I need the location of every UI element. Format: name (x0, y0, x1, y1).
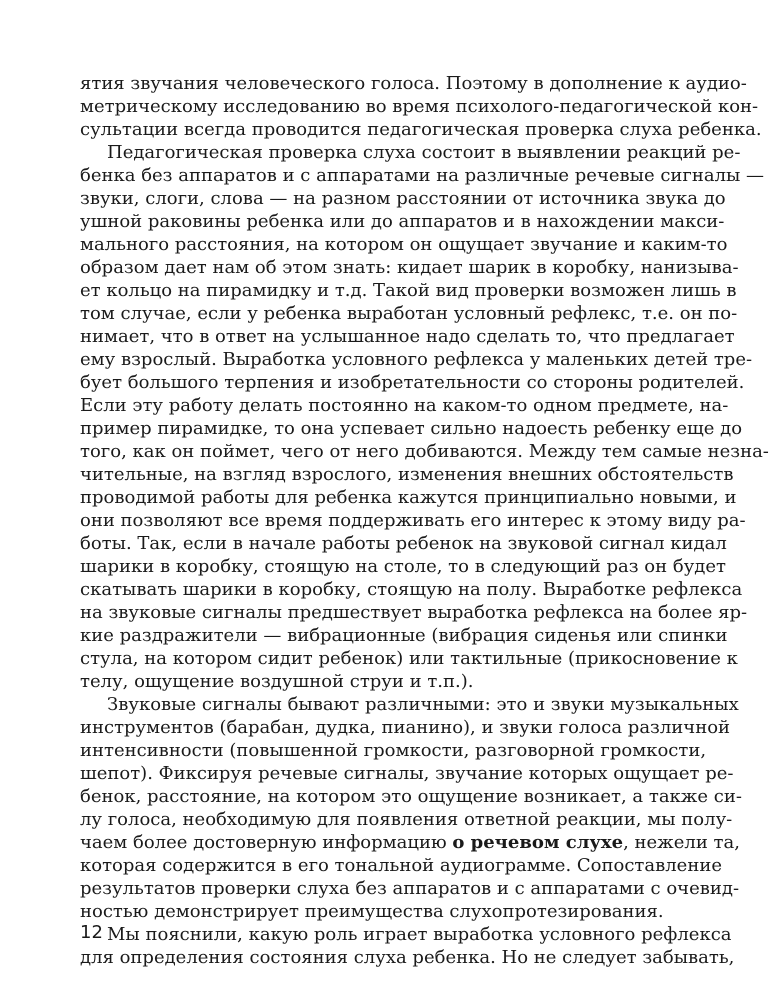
text-line: лу голоса, необходимую для появления ответной реакции, мы полу- (80, 809, 733, 830)
paragraph-reflex-role (80, 923, 735, 969)
text-line: для определения состояния слуха ребенка. Но не следует забывать, (80, 947, 735, 968)
text-line: мального расстояния, на котором он ощущает звучание и каким-то (80, 234, 728, 255)
text-line: ушной раковины ребенка или до аппаратов и в нахождении макси- (80, 211, 725, 232)
text-line: шарики в коробку, стоящую на столе, то в следующий раз он будет (80, 556, 726, 577)
text-fragment: , нежели та, (623, 832, 740, 853)
text-line: которая содержится в его тональной аудиограмме. Сопоставление (80, 855, 722, 876)
text-line: ет кольцо на пирамидку и т.д. Такой вид проверки возможен лишь в (80, 280, 737, 301)
text-line: образом дает нам об этом знать: кидает шарик в коробку, нанизыва- (80, 257, 739, 278)
bold-term: о речевом слухе (452, 832, 624, 853)
page-body-text (80, 72, 769, 969)
text-line: ему взрослый. Выработка условного рефлекса у маленьких детей тре- (80, 349, 753, 370)
text-line: чительные, на взгляд взрослого, изменения внешних обстоятельств (80, 464, 734, 485)
text-line: ностью демонстрирует преимущества слухопротезирования. (80, 901, 664, 922)
text-line: телу, ощущение воздушной струи и т.п.). (80, 671, 474, 692)
text-line: того, как он поймет, чего от него добиваются. Между тем самые незна- (80, 441, 769, 462)
text-line: результатов проверки слуха без аппаратов и с аппаратами с очевид- (80, 878, 740, 899)
text-line: они позволяют все время поддерживать его интерес к этому виду ра- (80, 510, 746, 531)
text-line: шепот). Фиксируя речевые сигналы, звучание которых ощущает ре- (80, 763, 734, 784)
text-fragment: чаем более достоверную информацию (80, 832, 453, 853)
text-line: кие раздражители — вибрационные (вибрация сиденья или спинки (80, 625, 728, 646)
text-line: пример пирамидке, то она успевает сильно надоесть ребенку еще до (80, 418, 743, 439)
text-line: ятия звучания человеческого голоса. Поэтому в дополнение к аудио- (80, 73, 747, 94)
text-line: интенсивности (повышенной громкости, разговорной громкости, (80, 740, 707, 761)
text-line: бует большого терпения и изобретательности со стороны родителей. (80, 372, 745, 393)
text-line: сультации всегда проводится педагогическая проверка слуха ребенка. (80, 119, 762, 140)
text-line: Педагогическая проверка слуха состоит в выявлении реакций ре- (107, 142, 741, 163)
text-line: инструментов (барабан, дудка, пианино), и звуки голоса различной (80, 717, 731, 738)
text-line: скатывать шарики в коробку, стоящую на полу. Выработке рефлекса (80, 579, 743, 600)
text-line: Мы пояснили, какую роль играет выработка условного рефлекса (107, 924, 732, 945)
paragraph-sound-signals (80, 693, 742, 923)
text-line: звуки, слоги, слова — на разном расстоянии от источника звука до (80, 188, 726, 209)
text-line: нимает, что в ответ на услышанное надо сделать то, что предлагает (80, 326, 735, 347)
text-line: боты. Так, если в начале работы ребенок на звуковой сигнал кидал (80, 533, 727, 554)
text-line: Если эту работу делать постоянно на каком-то одном предмете, на- (80, 395, 729, 416)
text-line: на звуковые сигналы предшествует выработка рефлекса на более яр- (80, 602, 748, 623)
text-line: метрическому исследованию во время психолого-педагогической кон- (80, 96, 759, 117)
text-line-with-bold (80, 831, 740, 854)
text-line: бенка без аппаратов и с аппаратами на различные речевые сигналы — (80, 165, 765, 186)
text-line: стула, на котором сидит ребенок) или тактильные (прикосновение к (80, 648, 738, 669)
paragraph-continuation (80, 72, 762, 141)
text-line: проводимой работы для ребенка кажутся принципиально новыми, и (80, 487, 737, 508)
text-line: том случае, если у ребенка выработан условный рефлекс, т.е. он по- (80, 303, 738, 324)
paragraph-hearing-check (80, 141, 769, 693)
page-number: 12 (80, 922, 103, 943)
text-line: Звуковые сигналы бывают различными: это и звуки музыкальных (107, 694, 739, 715)
text-line: бенок, расстояние, на котором это ощущение возникает, а также си- (80, 786, 742, 807)
